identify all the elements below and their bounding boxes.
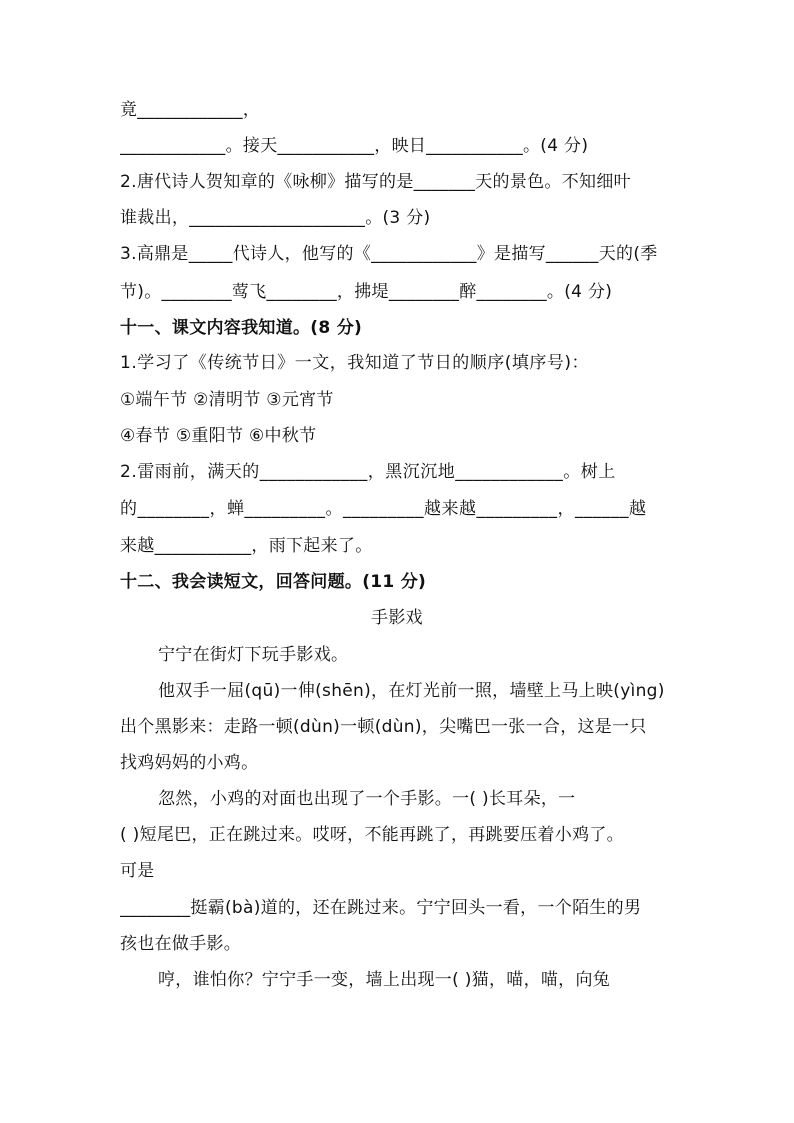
question-2-line-1: 2.唐代诗人贺知章的《咏柳》描写的是_______天的景色。不知细叶 bbox=[120, 172, 631, 192]
section-11-heading: 十一、课文内容我知道。(8 分) bbox=[120, 318, 363, 338]
passage-paragraph-1: 宁宁在街灯下玩手影戏。 bbox=[158, 645, 349, 665]
section-11-question-1: 1.学习了《传统节日》一文，我知道了节日的顺序(填序号)： bbox=[120, 353, 589, 373]
passage-title: 手影戏 bbox=[371, 608, 423, 628]
passage-paragraph-2-line-3: 找鸡妈妈的小鸡。 bbox=[120, 753, 259, 773]
section-12-heading: 十二、我会读短文，回答问题。(11 分) bbox=[120, 572, 427, 592]
fill-in-line-2: ____________。接天___________，映日___________。(4 分) bbox=[120, 136, 589, 156]
passage-paragraph-4-line-1: 哼，谁怕你？宁宁手一变，墙上出现一( )猫，喵，喵，向兔 bbox=[158, 970, 611, 990]
festival-options-row-1: ①端午节 ②清明节 ③元宵节 bbox=[120, 390, 334, 410]
question-3-line-2: 节)。________莺飞________，拂堤________醉________。(4 分) bbox=[120, 282, 613, 302]
section-11-question-2-line-1: 2.雷雨前，满天的____________，黑沉沉地____________。树上 bbox=[120, 462, 616, 482]
festival-options-row-2: ④春节 ⑤重阳节 ⑥中秋节 bbox=[120, 426, 317, 446]
passage-paragraph-3-line-5: 孩也在做手影。 bbox=[120, 934, 242, 954]
fill-in-line-1: 竟____________， bbox=[120, 100, 261, 120]
passage-paragraph-2-line-2: 出个黑影来：走路一顿(dùn)一顿(dùn)，尖嘴巴一张一合，这是一只 bbox=[120, 717, 647, 737]
question-3-line-1: 3.高鼎是_____代诗人，他写的《____________》是描写______天的(季 bbox=[120, 244, 658, 264]
section-11-question-2-line-3: 来越___________，雨下起来了。 bbox=[120, 536, 373, 556]
passage-paragraph-3-line-4: ________挺霸(bà)道的，还在跳过来。宁宁回头一看，一个陌生的男 bbox=[120, 898, 642, 918]
passage-paragraph-3-line-2: ( )短尾巴，正在跳过来。哎呀，不能再跳了，再跳要压着小鸡了。 bbox=[120, 825, 624, 845]
section-11-question-2-line-2: 的________，蝉_________。_________越来越_________，______越 bbox=[120, 499, 647, 519]
passage-paragraph-3-line-3: 可是 bbox=[120, 861, 155, 881]
question-2-line-2: 谁裁出，____________________。(3 分) bbox=[120, 208, 431, 228]
passage-paragraph-3-line-1: 忽然，小鸡的对面也出现了一个手影。一( )长耳朵，一 bbox=[158, 789, 576, 809]
passage-paragraph-2-line-1: 他双手一屈(qū)一伸(shēn)，在灯光前一照，墙壁上马上映(yìng) bbox=[158, 681, 665, 701]
